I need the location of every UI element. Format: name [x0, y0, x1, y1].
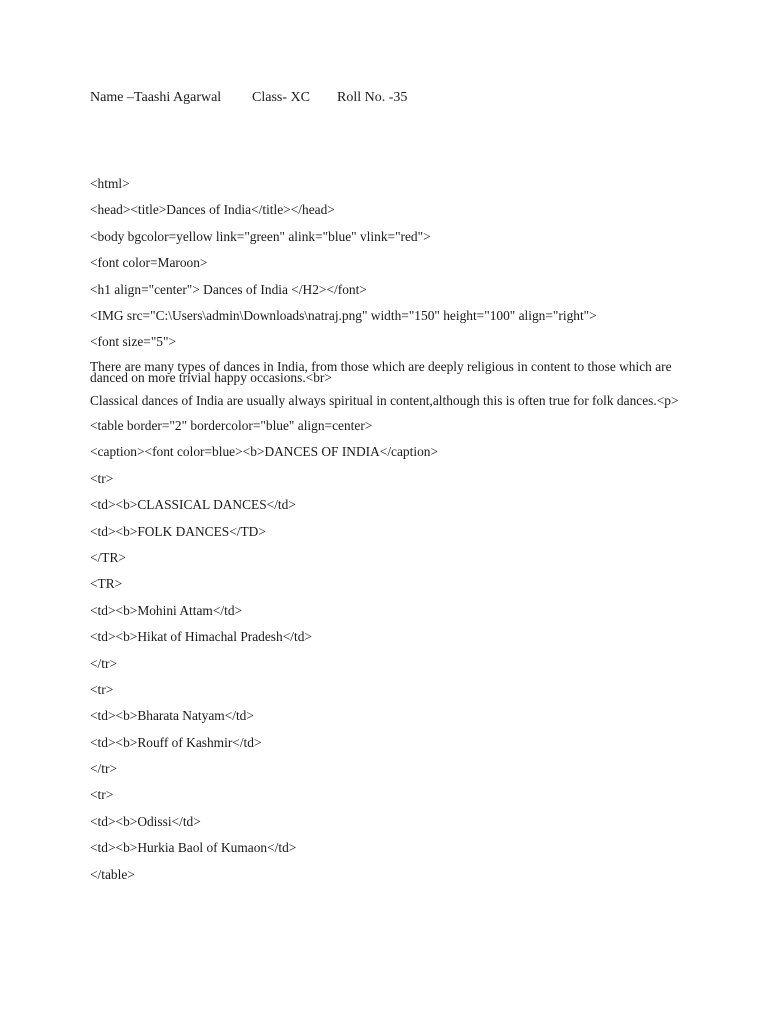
code-line: </tr> [90, 761, 118, 777]
code-line: <td><b>Bharata Natyam</td> [90, 708, 254, 724]
code-line: <h1 align="center"> Dances of India </H2></font> [90, 281, 367, 297]
code-line: </table> [90, 866, 135, 882]
code-line: </TR> [90, 549, 126, 565]
code-line: <td><b>CLASSICAL DANCES</td> [90, 497, 296, 513]
student-roll: Roll No. -35 [337, 90, 408, 105]
code-line: <table border="2" bordercolor="blue" align=center> [90, 418, 373, 434]
code-line: <td><b>Hurkia Baol of Kumaon</td> [90, 840, 297, 856]
code-paragraph: There are many types of dances in India, from those which are deeply religious in content to those which are danced on more trivial happy occasions.<br> [90, 358, 672, 386]
code-line: <td><b>Rouff of Kashmir</td> [90, 734, 262, 750]
code-line: <td><b>FOLK DANCES</TD> [90, 523, 266, 539]
code-paragraph: Classical dances of India are usually always spiritual in content,although this is often true for folk dances.<p> [90, 393, 679, 409]
code-line: <IMG src="C:\Users\admin\Downloads\natraj.png" width="150" height="100" align="right"> [90, 307, 597, 323]
code-line: <TR> [90, 576, 123, 592]
code-line: <body bgcolor=yellow link="green" alink="blue" vlink="red"> [90, 228, 431, 244]
html-code-listing [90, 176, 680, 893]
code-line: <tr> [90, 470, 114, 486]
code-line: <td><b>Odissi</td> [90, 813, 201, 829]
code-line: <html> [90, 176, 130, 191]
code-line: <caption><font color=blue><b>DANCES OF INDIA</caption> [90, 444, 439, 460]
code-line: <td><b>Hikat of Himachal Pradesh</td> [90, 629, 312, 645]
code-line: <font color=Maroon> [90, 255, 208, 271]
code-line: <td><b>Mohini Attam</td> [90, 602, 243, 618]
student-header [90, 89, 407, 107]
code-line: <tr> [90, 681, 114, 697]
code-line: </tr> [90, 655, 118, 671]
code-line: <font size="5"> [90, 334, 177, 350]
code-line: <head><title>Dances of India</title></head> [90, 202, 335, 218]
code-line: <tr> [90, 787, 114, 803]
student-class: Class- XC [252, 90, 310, 105]
student-name: Name –Taashi Agarwal [90, 90, 222, 105]
